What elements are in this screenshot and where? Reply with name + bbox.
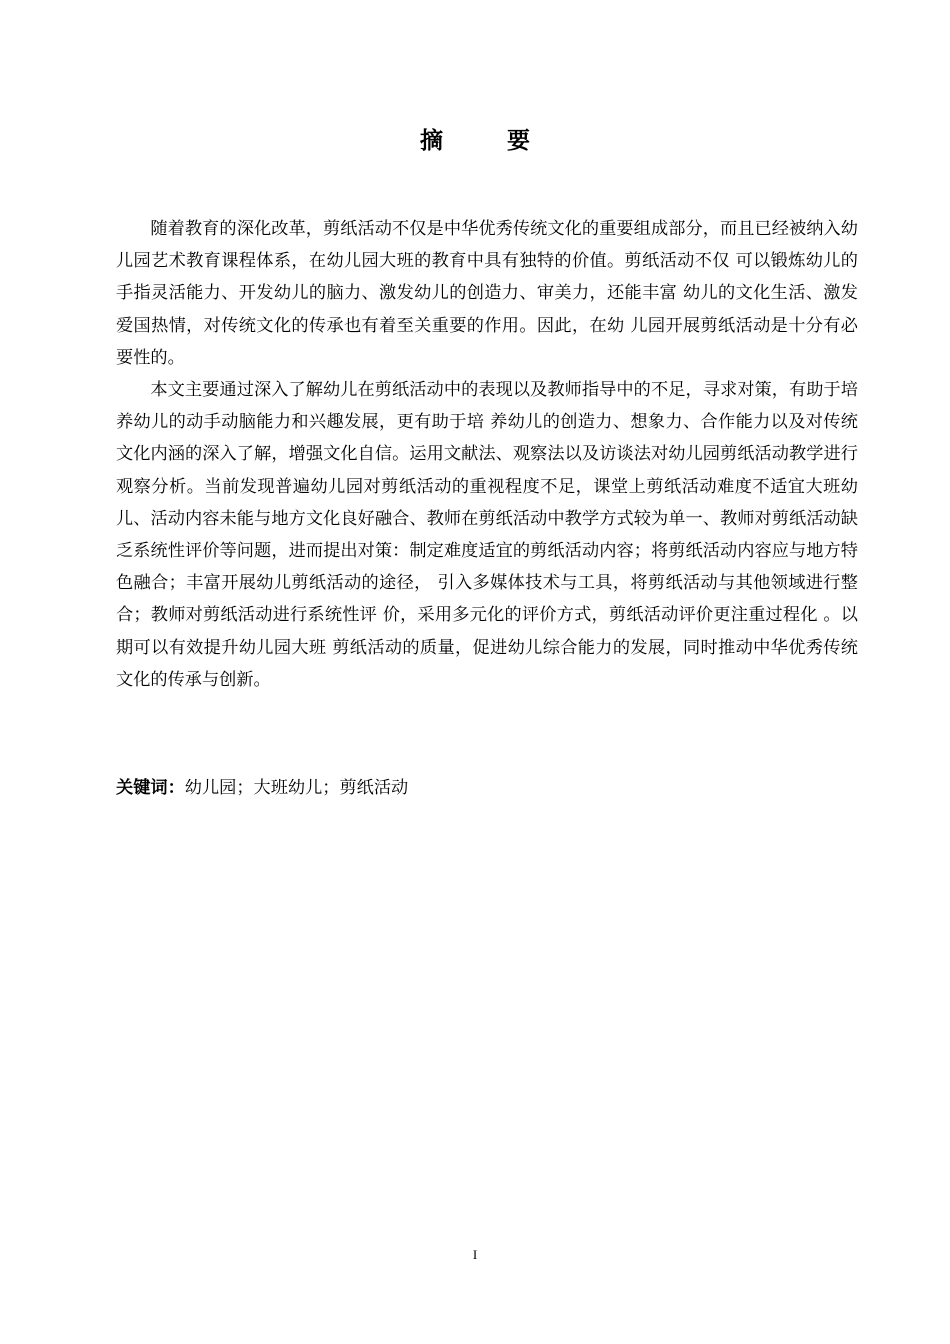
keywords-value: 幼儿园；大班幼儿；剪纸活动 <box>184 778 409 798</box>
abstract-paragraph-1: 随着教育的深化改革，剪纸活动不仅是中华优秀传统文化的重要组成部分，而且已经被纳入幼儿园艺术教育课程体系，在幼儿园大班的教育中具有独特的价值。剪纸活动不仅 可以锻炼幼儿的手指灵活能力、开发幼儿的脑力、激发幼儿的创造力、审美力，还能丰富 幼儿的文化生活、激发爱国热情，对传统文化的传承也有着至关重要的作用。因此，在幼 儿园开展剪纸活动是十分有必要性的。 <box>116 219 858 368</box>
abstract-body <box>116 213 858 696</box>
page-number: I <box>472 1247 478 1262</box>
keywords-line <box>116 772 858 804</box>
keywords-label: 关键词： <box>116 778 185 798</box>
abstract-title: 摘 要 <box>419 128 558 154</box>
abstract-paragraph-2: 本文主要通过深入了解幼儿在剪纸活动中的表现以及教师指导中的不足，寻求对策，有助于培养幼儿的动手动脑能力和兴趣发展，更有助于培 养幼儿的创造力、想象力、合作能力以及对传统文化内涵的深入了解，增强文化自信。运用文献法、观察法以及访谈法对幼儿园剪纸活动教学进行观察分析。当前发现普遍幼儿园对剪纸活动的重视程度不足，课堂上剪纸活动难度不适宜大班幼儿、活动内容未能与地方文化良好融合、教师在剪纸活动中教学方式较为单一、教师对剪纸活动缺乏系统性评价等问题，进而提出对策：制定难度适宜的剪纸活动内容；将剪纸活动内容应与地方特色融合；丰富开展幼儿剪纸活动的途径， 引入多媒体技术与工具，将剪纸活动与其他领域进行整合；教师对剪纸活动进行系统性评 价，采用多元化的评价方式，剪纸活动评价更注重过程化 。以期可以有效提升幼儿园大班 剪纸活动的质量，促进幼儿综合能力的发展，同时推动中华优秀传统文化的传承与创新。 <box>116 380 858 690</box>
